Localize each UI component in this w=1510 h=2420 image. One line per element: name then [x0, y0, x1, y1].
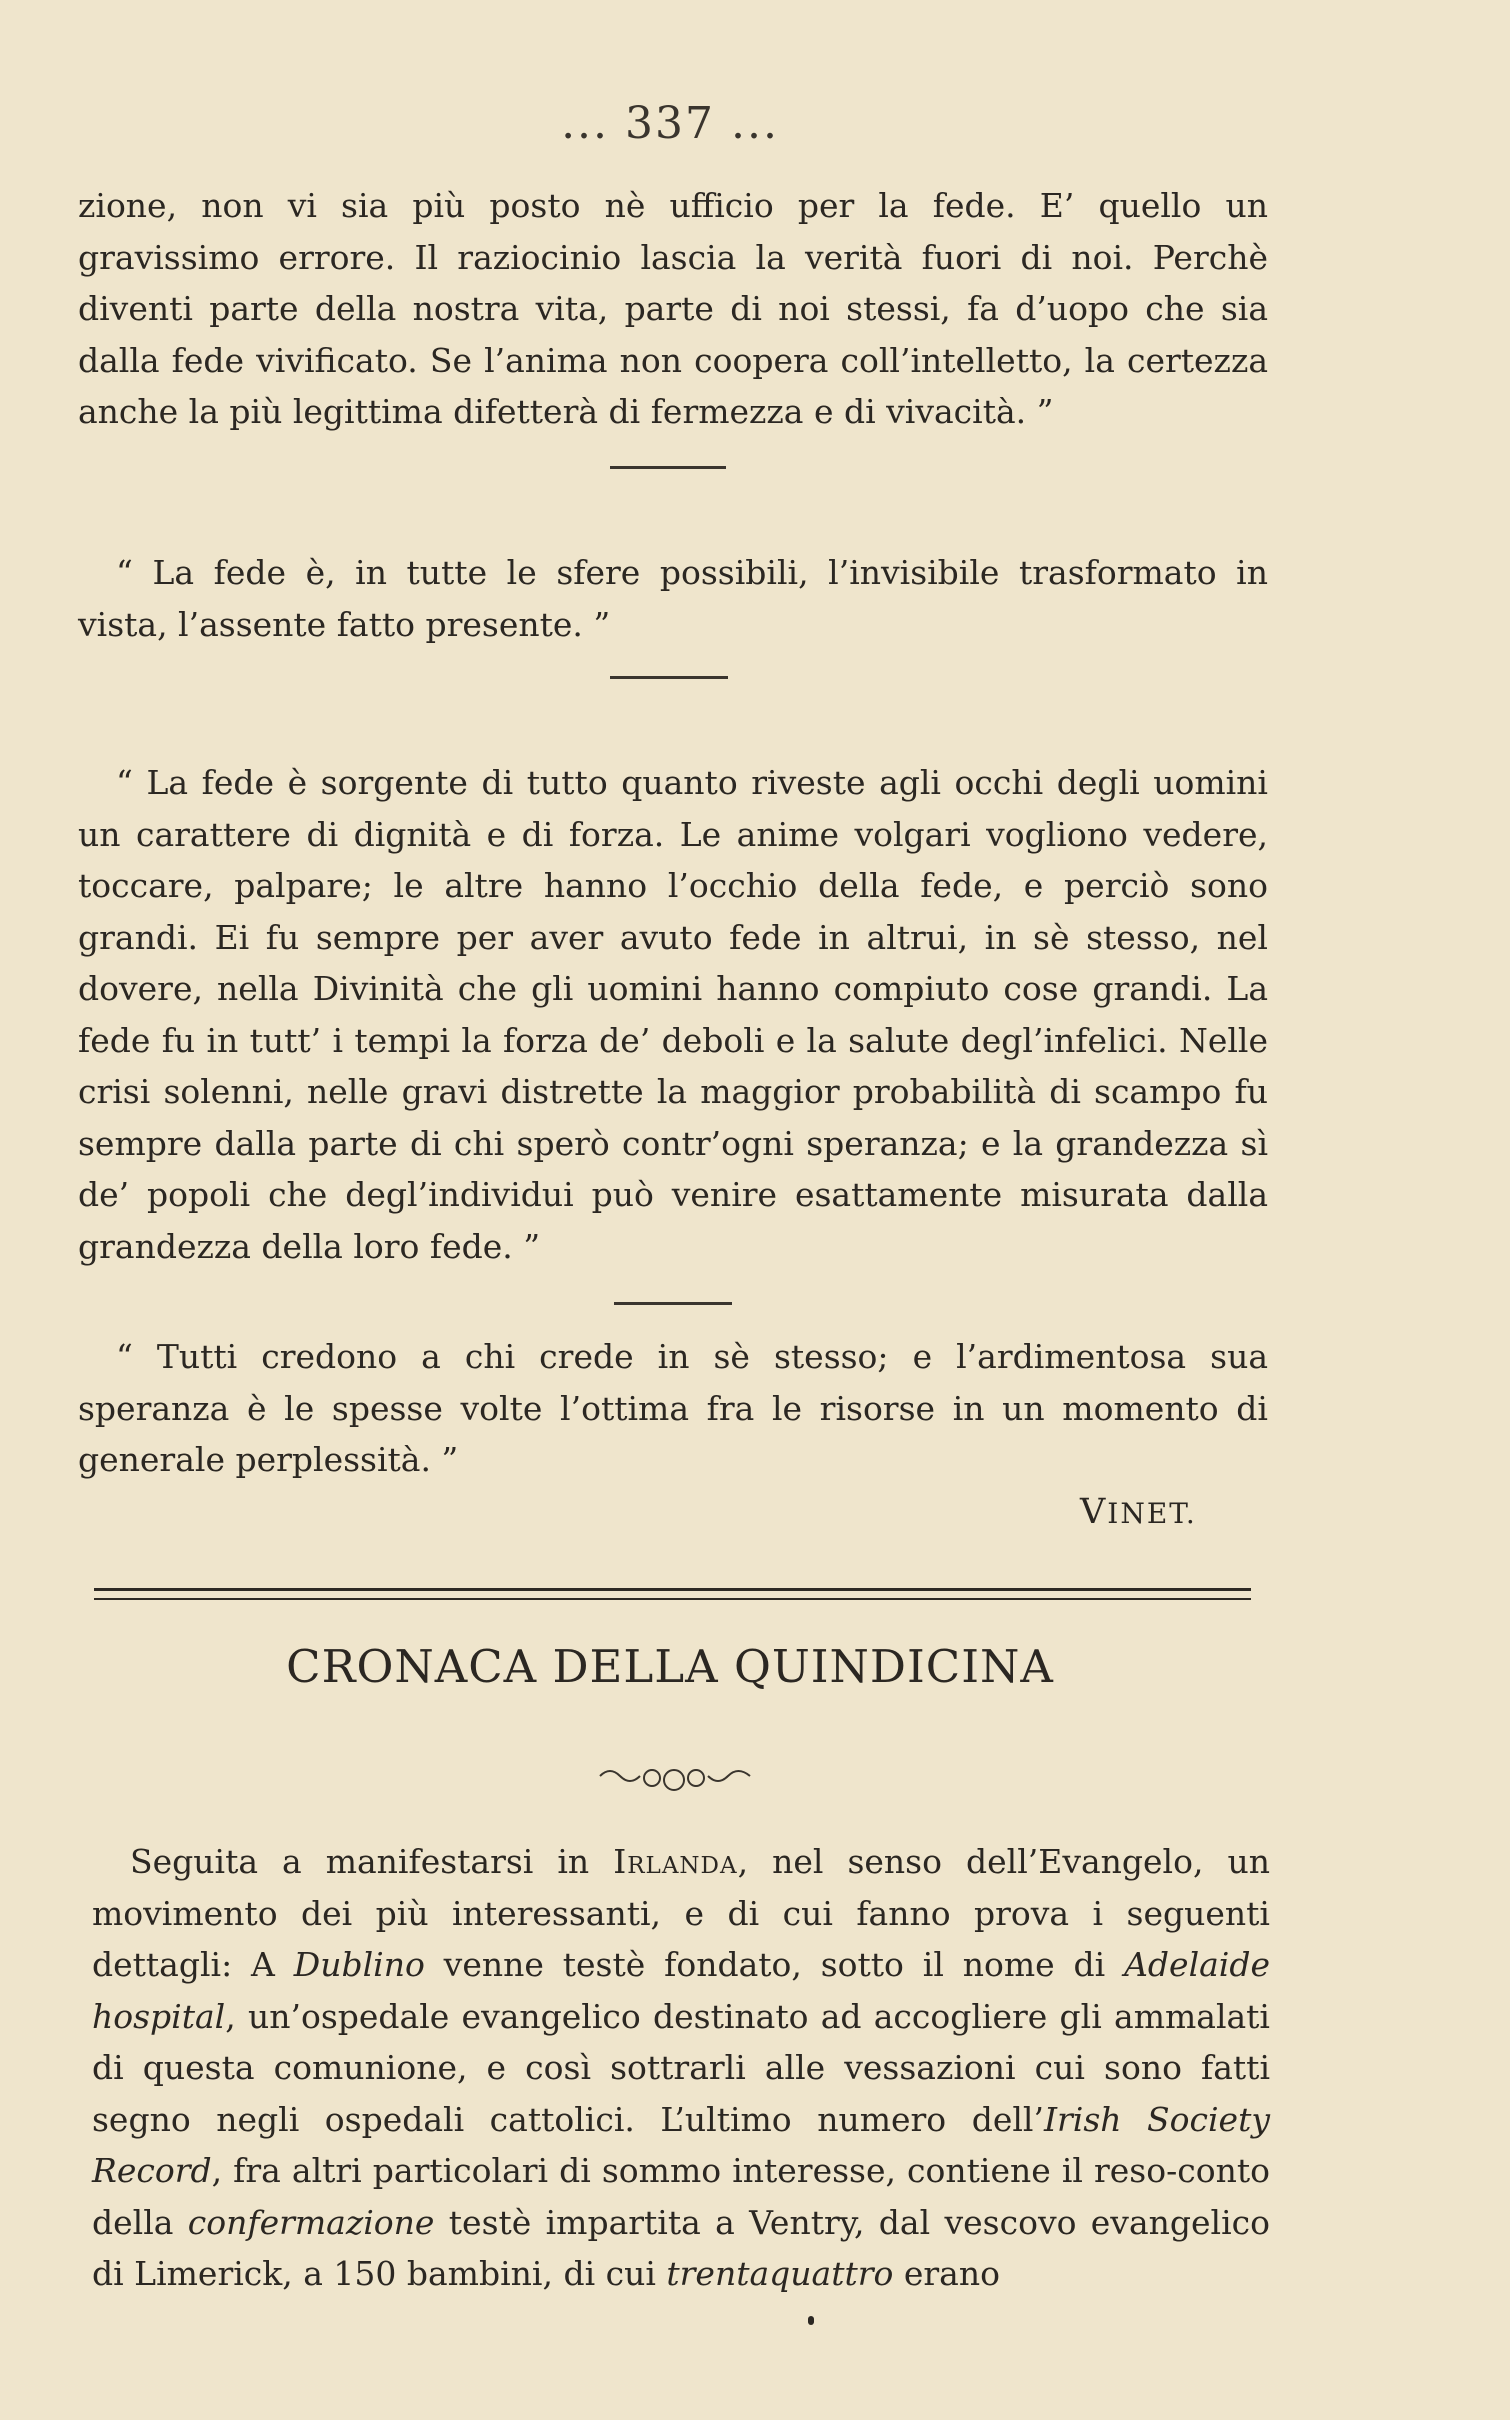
ornament-icon: [596, 1756, 756, 1796]
author-signature: [1080, 1492, 1197, 1532]
chronicle-paragraph: [92, 1836, 1270, 2300]
page-number: ... 337 ...: [561, 98, 779, 149]
quote-text: “ La fede è, in tutte le sfere possibili, l’invisibile trasformato in vista, l’assente fatto presente. ”: [78, 553, 1268, 644]
quote-text: “ La fede è sorgente di tutto quanto riveste agli occhi degli uomini un carattere di dignità e di forza. Le anime volgari vogliono vedere, toccare, palpare; le altre hanno l’occhio della fede, e perciò sono grandi. Ei fu sempre per aver avuto fede in altrui, in sè stesso, nel dovere, nella Divinità che gli uomini hanno compiuto cose grandi. La fede fu in tutt’ i tempi la forza de’ deboli e la salute degl’infelici. Nelle crisi solenni, nelle gravi distrette la maggior probabilità di scampo fu sempre dalla parte di chi sperò contr’ogni speranza; e la grandezza sì de’ popoli che degl’individui può venire esattamente misurata dalla grandezza della loro fede. ”: [78, 763, 1268, 1266]
quote-paragraph: [78, 547, 1268, 650]
continuation-text: zione, non vi sia più posto nè ufficio per la fede. E’ quello un gravissimo errore. Il raziocinio lascia la verità fuori di noi. Perchè diventi parte della nostra vita, parte di noi stessi, fa d’uopo che sia dalla fede vivificato. Se l’anima non coopera coll’intelletto, la certezza anche la più legittima difetterà di fermezza e di vivacità. ”: [78, 186, 1268, 431]
ink-speck: [808, 2316, 814, 2325]
emphasis-number: trentaquattro: [666, 2254, 894, 2293]
signature-rest: INET.: [1107, 1497, 1197, 1530]
quote-paragraph: [78, 757, 1268, 1272]
separator-rule: [610, 466, 726, 469]
section-double-rule: [94, 1588, 1251, 1600]
place-name: Irlanda: [613, 1842, 738, 1881]
city-name: Dublino: [293, 1945, 425, 1984]
chronicle-text: Seguita a manifestarsi in Irlanda, nel senso dell’Evangelo, un movimento dei più interessanti, e di cui fanno prova i seguenti dettagli: A Dublino venne testè fondato, sotto il nome di Adelaide hospital, un’ospedale evangelico destinato ad accogliere gli ammalati di questa comunione, e così sottrarli alle vessazioni cui sono fatti segno negli ospedali cattolici. L’ultimo numero dell’Irish Society Record, fra altri particolari di sommo interesse, contiene il reso-conto della confermazione testè impartita a Ventry, dal vescovo evangelico di Limerick, a 150 bambini, di cui trentaquattro erano: [92, 1842, 1270, 2293]
journal-name: Irish Society Record: [92, 2099, 1270, 2190]
section-heading: CRONACA DELLA QUINDICINA: [286, 1640, 1054, 1693]
hospital-name: Adelaide hospital: [92, 1945, 1270, 2036]
emphasis-word: confermazione: [187, 2202, 435, 2242]
quote-paragraph: [78, 1331, 1268, 1486]
quote-text: “ Tutti credono a chi crede in sè stesso; e l’ardimentosa sua speranza è le spesse volte l’ottima fra le risorse in un momento di generale perplessità. ”: [78, 1337, 1268, 1479]
separator-rule: [614, 1302, 732, 1305]
signature-initial: V: [1080, 1492, 1108, 1532]
separator-rule: [610, 676, 728, 679]
continuation-paragraph: [78, 180, 1268, 438]
